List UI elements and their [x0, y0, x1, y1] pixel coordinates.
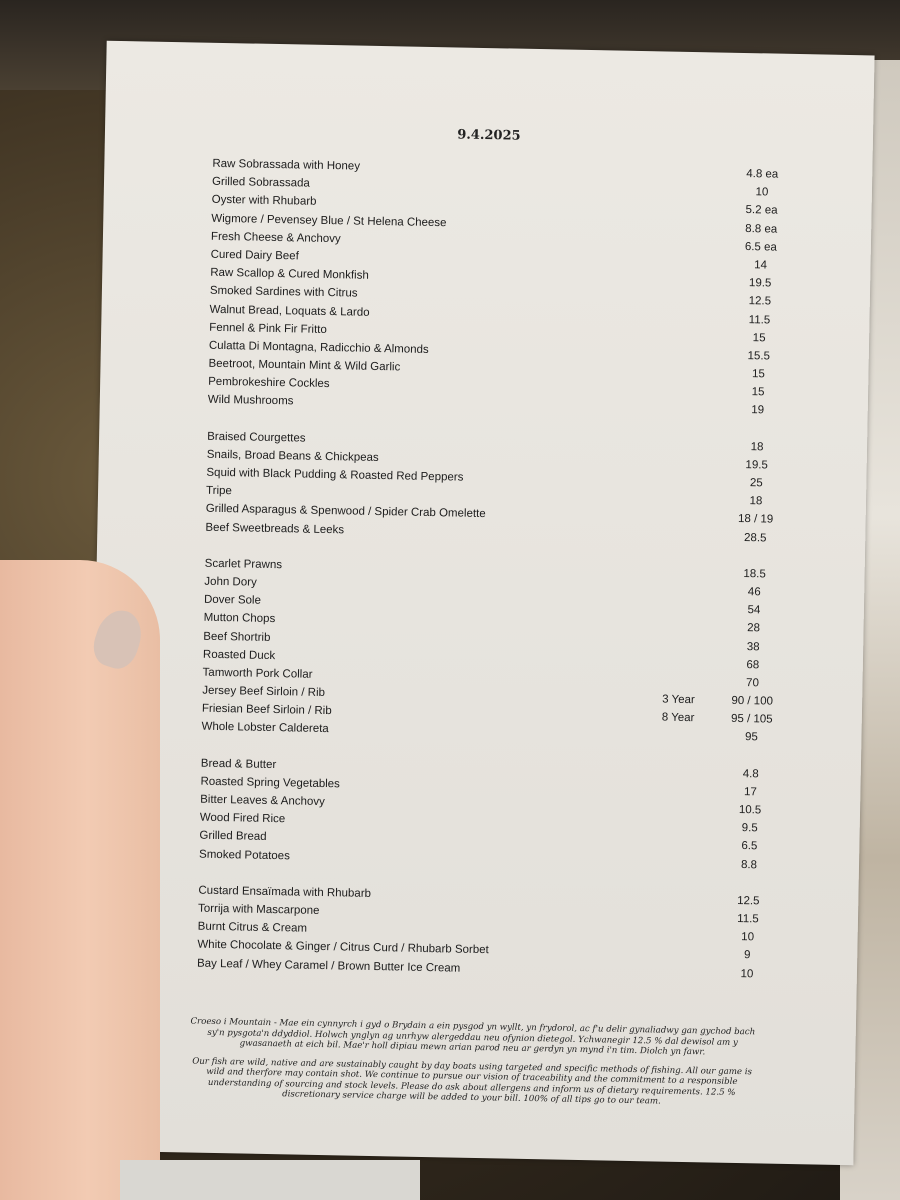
menu-item-aging: [661, 772, 721, 773]
menu-item-aging: [669, 355, 729, 356]
menu-item-price: 15: [751, 386, 765, 399]
menu-item-name: Squid with Black Pudding & Roasted Red Peppers: [206, 466, 464, 484]
menu-item-price: 8.8 ea: [745, 222, 778, 236]
menu-item-price: 15: [751, 368, 765, 381]
menu-item-price: 90 / 100: [731, 694, 774, 708]
menu-item-aging: [668, 373, 728, 374]
menu-item-name: Beetroot, Mountain Mint & Wild Garlic: [208, 357, 401, 374]
menu-item-price: 11.5: [737, 912, 759, 926]
menu-item-name: Oyster with Rhubarb: [211, 194, 317, 209]
menu-item-name: Friesian Beef Sirloin / Rib: [201, 702, 332, 718]
menu-item-price: 5.2 ea: [745, 204, 778, 218]
menu-item-price: 10: [740, 967, 754, 980]
menu-item-aging: [671, 245, 731, 246]
menu-item-name: Cured Dairy Beef: [210, 248, 299, 263]
menu-item-aging: [664, 627, 724, 628]
menu-item-price: 10: [755, 186, 769, 199]
menu-item-price: 12.5: [737, 894, 760, 908]
menu-item-aging: [671, 227, 731, 228]
menu-item-aging: 8 Year: [661, 711, 695, 725]
menu-item-name: Grilled Asparagus & Spenwood / Spider Crab Omelette: [205, 503, 486, 521]
menu-item-name: Braised Courgettes: [207, 430, 306, 445]
menu-item-price: 54: [747, 604, 761, 617]
menu-item-name: Tamworth Pork Collar: [202, 666, 313, 681]
menu-item-aging: [671, 264, 731, 265]
menu-item-name: Torrija with Mascarpone: [197, 902, 320, 917]
menu-item-aging: [666, 500, 726, 501]
menu-item-price: 28: [747, 622, 761, 635]
menu-item-price: 70: [745, 676, 760, 690]
menu-item-name: White Chocolate & Ginger / Citrus Curd / Rhubarb Sorbet: [197, 938, 489, 957]
menu-item-price: 9: [743, 949, 751, 962]
menu-item-price: 15: [752, 331, 766, 345]
menu-item-name: Jersey Beef Sirloin / Rib: [202, 684, 326, 700]
menu-item-aging: [663, 681, 723, 682]
menu-item-price: 38: [746, 640, 760, 653]
menu-item-aging: [670, 318, 730, 319]
menu-item-aging: [658, 918, 718, 919]
menu-item-name: Mutton Chops: [203, 612, 276, 626]
menu-item-aging: [663, 645, 723, 646]
menu-item-name: Burnt Citrus & Cream: [197, 920, 308, 935]
menu-item-aging: [664, 591, 724, 592]
menu-item-price: 18: [749, 495, 763, 508]
menu-item-name: Snails, Broad Beans & Chickpeas: [206, 448, 379, 464]
menu-item-aging: [672, 209, 732, 210]
menu-section: [205, 427, 787, 547]
menu-item-aging: [660, 809, 720, 810]
menu-item-name: Bay Leaf / Whey Caramel / Brown Butter Ice Cream: [196, 957, 461, 975]
menu-item-aging: [665, 536, 725, 537]
menu-item-name: Dover Sole: [203, 593, 262, 607]
menu-item-name: Smoked Potatoes: [199, 848, 291, 862]
menu-sheet: [85, 41, 874, 1166]
menu-section: [197, 881, 779, 983]
menu-item-price: 8.8: [740, 858, 758, 871]
menu-item-price: 95: [744, 731, 758, 744]
menu-item-aging: [668, 409, 728, 410]
menu-footer: [186, 1016, 758, 1116]
menu-item-aging: [667, 463, 727, 464]
menu-item-name: Bitter Leaves & Anchovy: [200, 793, 325, 809]
menu-item-aging: [657, 972, 717, 973]
menu-item-name: John Dory: [204, 575, 257, 589]
menu-item-aging: [670, 300, 730, 301]
menu-items: [197, 155, 793, 1002]
menu-item-name: Fresh Cheese & Anchovy: [210, 230, 341, 246]
menu-item-name: Wigmore / Pevensey Blue / St Helena Cheese: [211, 212, 447, 229]
cutlery: [120, 1160, 420, 1200]
menu-item-name: Scarlet Prawns: [204, 557, 283, 571]
menu-item-price: 10: [741, 931, 755, 944]
menu-item-price: 11.5: [748, 313, 771, 327]
menu-item-price: 18 / 19: [737, 513, 774, 526]
menu-item-aging: [661, 736, 721, 737]
menu-item-price: 14: [754, 259, 768, 272]
menu-item-price: 19.5: [745, 458, 768, 472]
menu-item-name: Raw Sobrassada with Honey: [212, 157, 361, 173]
menu-item-price: 4.8: [742, 767, 759, 781]
menu-item-price: 17: [743, 785, 757, 799]
menu-section: [208, 155, 793, 421]
menu-item-name: Custard Ensaïmada with Rhubarb: [198, 884, 372, 900]
menu-item-name: Fennel & Pink Fir Fritto: [209, 321, 327, 336]
menu-item-aging: [669, 336, 729, 337]
menu-item-price: 9.5: [741, 822, 758, 835]
menu-item-price: 95 / 105: [730, 713, 773, 726]
menu-item-aging: [663, 663, 723, 664]
menu-item-price: 46: [747, 586, 761, 599]
menu-item-price: 18.5: [743, 567, 766, 581]
menu-item-aging: [667, 445, 727, 446]
menu-item-price: 6.5 ea: [744, 240, 777, 254]
menu-item-name: Smoked Sardines with Citrus: [209, 285, 358, 300]
menu-item-price: 4.8 ea: [746, 168, 779, 181]
menu-item-name: Roasted Spring Vegetables: [200, 775, 341, 791]
menu-item-aging: [660, 790, 720, 791]
menu-item-price: 25: [749, 477, 763, 490]
menu-item-price: 19.5: [748, 277, 772, 290]
menu-item-price: 19: [751, 404, 765, 417]
menu-item-name: Bread & Butter: [200, 757, 277, 771]
footer-welsh-note: Croeso i Mountain - Mae ein cynnyrch i gyd o Brydain a ein pysgod yn wyllt, yn frydorol, ac f'u delir gynaliadwy gan gychod bach sy'n pysgota'n ddyddiol. Holwch ynglyn ag unrhyw alergeddau neu ofynion dietegol. Ychwanegir 12.5 % dal dewisol am y gwasanaeth at eich bil. Mae'r holl dipiau mewn arian parod neu ar gerdyn yn mynd i'n tim. Diolch yn fawr.: [190, 1016, 756, 1058]
menu-item-name: Roasted Duck: [202, 648, 276, 662]
menu-item-aging: [668, 391, 728, 392]
menu-item-name: Walnut Bread, Loquats & Lardo: [209, 303, 370, 319]
menu-item-aging: 3 Year: [662, 693, 695, 707]
menu-item-price: 15.5: [747, 349, 771, 363]
menu-item-name: Whole Lobster Caldereta: [201, 721, 329, 736]
menu-item-price: 12.5: [748, 295, 772, 308]
menu-section: [199, 754, 781, 874]
footer-english-note: Our fish are wild, native and are sustainably caught by day boats using targeted and specific methods of fishing. All our game is wild and therfore may contain shot. We continue to pursue our vision of traceability and the commitment to a responsible understanding of sourcing and stock levels. Please do ask about allergens and inform us of dietary requirements. 12.5 % discretionary service charge will be added to your bill. 100% of all tips go to our team.: [192, 1056, 753, 1107]
menu-item-price: 18: [750, 440, 764, 454]
menu-item-aging: [660, 827, 720, 828]
menu-item-name: Raw Scallop & Cured Monkfish: [210, 266, 369, 282]
menu-item-name: Tripe: [205, 484, 232, 498]
menu-item-aging: [666, 518, 726, 519]
menu-item-aging: [664, 609, 724, 610]
hand-holding-menu: [0, 560, 160, 1200]
menu-item-aging: [670, 282, 730, 283]
menu-item-aging: [672, 173, 732, 174]
menu-item-aging: [659, 863, 719, 864]
menu-item-price: 28.5: [743, 531, 767, 545]
menu-item-aging: [659, 845, 719, 846]
menu-item-aging: [658, 899, 718, 900]
menu-section: [201, 554, 784, 747]
menu-item-name: Grilled Bread: [199, 830, 267, 844]
menu-item-aging: [672, 191, 732, 192]
menu-item-price: 68: [746, 658, 760, 672]
menu-item-name: Wood Fired Rice: [199, 811, 286, 826]
menu-item-name: Grilled Sobrassada: [211, 175, 310, 190]
menu-item-name: Wild Mushrooms: [207, 394, 294, 408]
menu-item-name: Pembrokeshire Cockles: [208, 375, 330, 391]
menu-item-aging: [665, 572, 725, 573]
menu-item-name: Culatta Di Montagna, Radicchio & Almonds: [208, 339, 429, 356]
menu-item-aging: [666, 482, 726, 483]
menu-item-name: Beef Sweetbreads & Leeks: [205, 521, 345, 536]
menu-item-price: 6.5: [741, 840, 758, 853]
menu-item-name: Beef Shortrib: [203, 630, 271, 644]
menu-item-aging: [658, 936, 718, 937]
menu-item-price: 10.5: [738, 804, 762, 817]
menu-item-aging: [657, 954, 717, 955]
menu-date: 9.4.2025: [457, 127, 521, 144]
